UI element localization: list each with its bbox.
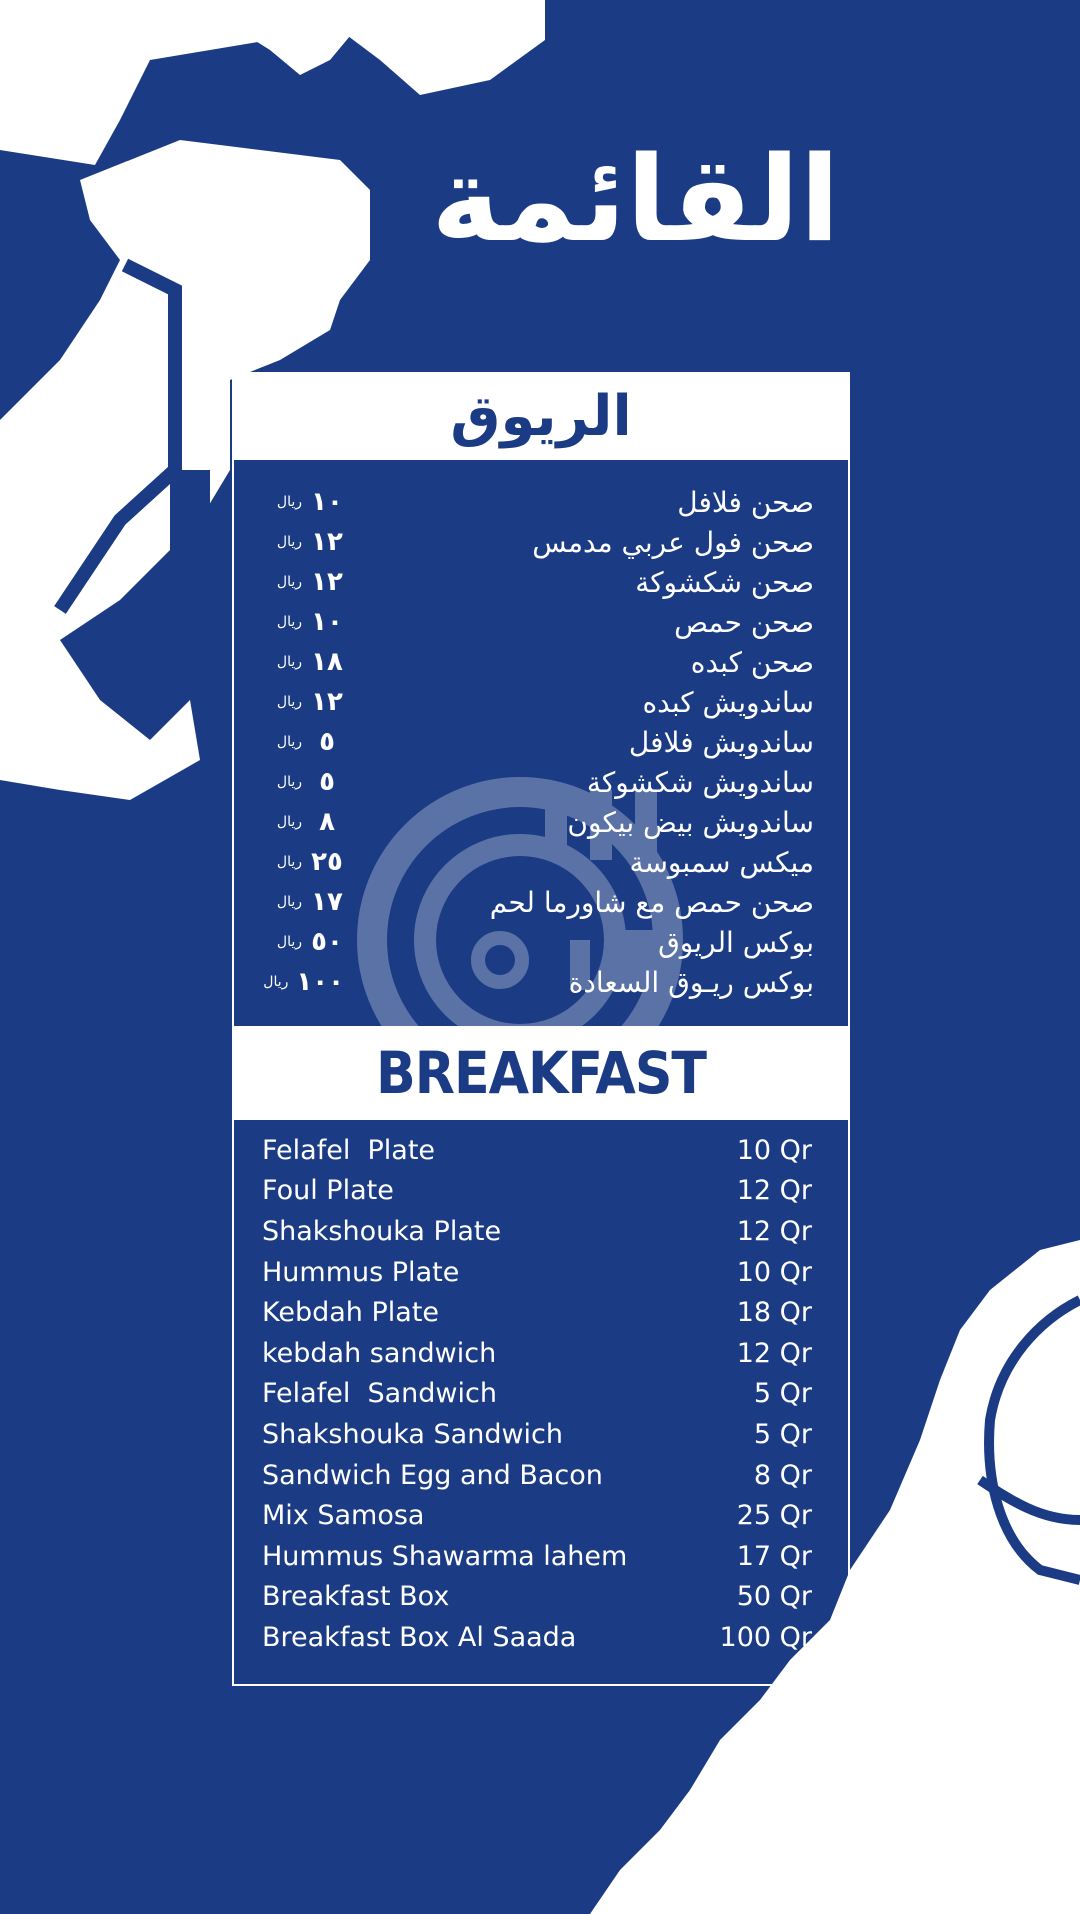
price-unit: ريال [276,854,302,870]
item-price [254,567,344,597]
price-value: ٥ [319,767,335,797]
item-price [254,967,344,997]
item-name: ساندويش كبده [642,685,814,719]
item-name: Hummus Shawarma lahem [262,1540,628,1572]
item-price: 17 Qr [736,1540,812,1572]
price-value: ١٧ [311,887,343,917]
item-price: 12 Qr [736,1215,812,1247]
item-name: Mix Samosa [262,1500,425,1532]
item-price [254,727,344,757]
item-name: بوكس الريوق [658,925,814,959]
list-item [254,922,814,962]
price-unit: ريال [276,694,302,710]
item-name: صحن كبده [690,645,814,679]
item-price: 10 Qr [736,1134,812,1166]
list-item [254,722,814,762]
price-unit: ريال [276,574,302,590]
list-item [254,802,814,842]
item-name: ساندويش فلافل [628,725,814,759]
list-item [254,682,814,722]
price-value: ١٢ [311,687,343,717]
price-unit: ريال [276,814,302,830]
item-price: 8 Qr [753,1459,812,1491]
item-name: Foul Plate [262,1175,394,1207]
item-name: Breakfast Box Al Saada [262,1621,577,1653]
item-price [254,647,344,677]
section-heading-arabic: الريوق [232,372,850,460]
item-price: 25 Qr [736,1500,812,1532]
list-item [254,962,814,1002]
list-item [262,1171,812,1212]
list-item [254,482,814,522]
item-price: 5 Qr [753,1378,812,1410]
item-name: Hummus Plate [262,1256,460,1288]
price-value: ٥ [319,727,335,757]
price-unit: ريال [276,734,302,750]
list-item [254,602,814,642]
item-name: Shakshouka Sandwich [262,1418,564,1450]
price-value: ٢٥ [311,847,343,877]
list-item [262,1374,812,1415]
item-name: صحن فول عربي مدمس [532,525,814,559]
item-price: 10 Qr [736,1256,812,1288]
section-heading-english: BREAKFAST [232,1026,850,1120]
item-price [254,887,344,917]
item-name: صحن حمص [674,605,814,639]
item-name: ساندويش شكشوكة [586,765,814,799]
price-unit: ريال [276,934,302,950]
list-item [262,1130,812,1171]
price-unit: ريال [276,654,302,670]
list-item [262,1617,812,1658]
item-name: صحن فلافل [677,485,814,519]
list-item [254,642,814,682]
price-value: ١٢ [311,567,343,597]
item-name: Sandwich Egg and Bacon [262,1459,603,1491]
list-item [262,1455,812,1496]
item-name: بوكس ريـوق السعادة [568,965,814,999]
price-value: ١٢ [311,527,343,557]
list-item [254,842,814,882]
item-price: 50 Qr [736,1581,812,1613]
list-item [262,1414,812,1455]
price-unit: ريال [276,534,302,550]
item-price [254,807,344,837]
item-price: 5 Qr [753,1418,812,1450]
arabic-menu-list [254,482,814,1002]
item-name: Kebdah Plate [262,1297,440,1329]
list-item [254,762,814,802]
price-value: ١٠٠ [296,967,344,997]
list-item [262,1536,812,1577]
price-unit: ريال [276,894,302,910]
price-unit: ريال [276,614,302,630]
item-name: Breakfast Box [262,1581,450,1613]
price-value: ١٨ [311,647,343,677]
price-unit: ريال [263,974,289,990]
list-item [262,1577,812,1618]
list-item [262,1211,812,1252]
item-name: kebdah sandwich [262,1337,497,1369]
item-name: ساندويش بيض بيكون [567,805,814,839]
list-item [262,1252,812,1293]
list-item [254,522,814,562]
english-menu-list [262,1130,812,1658]
item-name: Felafel Plate [262,1134,436,1166]
item-price: 12 Qr [736,1175,812,1207]
item-price: 18 Qr [736,1297,812,1329]
item-name: Felafel Sandwich [262,1378,497,1410]
item-price [254,847,344,877]
list-item [262,1333,812,1374]
price-value: ١٠ [311,487,343,517]
item-price [254,487,344,517]
page-title: القائمة [431,130,840,268]
price-unit: ريال [276,774,302,790]
price-value: ١٠ [311,607,343,637]
item-name: Shakshouka Plate [262,1215,502,1247]
item-price: 12 Qr [736,1337,812,1369]
item-name: صحن حمص مع شاورما لحم [489,885,814,919]
list-item [262,1292,812,1333]
list-item [262,1495,812,1536]
item-name: صحن شكشوكة [635,565,814,599]
item-price [254,767,344,797]
item-price [254,687,344,717]
price-value: ٨ [319,807,335,837]
item-name: ميكس سمبوسة [629,845,814,879]
list-item [254,562,814,602]
item-price [254,527,344,557]
list-item [254,882,814,922]
item-price [254,927,344,957]
price-value: ٥٠ [311,927,343,957]
item-price [254,607,344,637]
item-price: 100 Qr [719,1621,812,1653]
price-unit: ريال [276,494,302,510]
menu-panel [232,372,850,1686]
